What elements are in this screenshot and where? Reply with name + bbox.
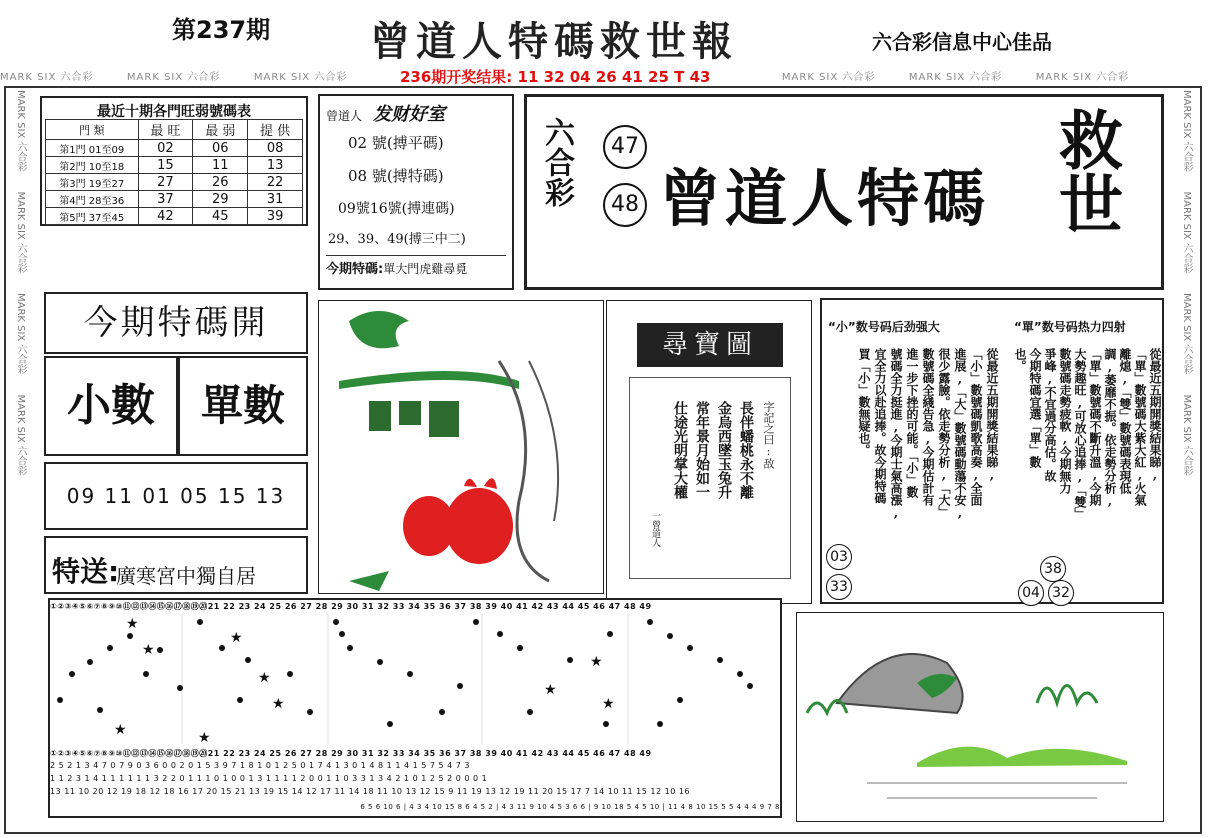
- special-title-box: [44, 292, 308, 354]
- poem-line-1: 長伴蟠桃永不離: [738, 401, 754, 499]
- treasure-heading-small: 曾道人: [326, 109, 363, 123]
- banner-left-text: 六合彩: [539, 117, 574, 207]
- text-line: 進展,「大」數號碼動蕩不安,: [953, 348, 967, 520]
- table-cell: 39: [248, 208, 303, 225]
- banner-title: 曾道人特碼: [659, 162, 990, 235]
- column-header: 最 弱: [193, 120, 248, 140]
- result-line: 236期开奖结果: 11 32 04 26 41 25 T 43: [400, 68, 711, 86]
- text-line: 也。: [1013, 348, 1027, 372]
- special-word-box-1: [44, 356, 178, 456]
- treasure-footer-label: 今期特碼:: [326, 262, 384, 277]
- main-banner: [524, 94, 1164, 290]
- table-row: [46, 120, 303, 140]
- table-cell: 第2門 10至18: [46, 157, 139, 174]
- treasure-heading-script: 发财好室: [373, 104, 446, 125]
- dot-grid-chart: [50, 614, 780, 744]
- table-cell: 11: [193, 157, 248, 174]
- table-row: [46, 208, 303, 225]
- hot-numbers-table: [40, 96, 308, 226]
- table-cell: 37: [138, 191, 193, 208]
- ball-47: [603, 125, 647, 169]
- text-line: 大勢趣旺,可放心追捧,「雙」: [1073, 348, 1087, 520]
- special-title: 今期特碼開: [83, 303, 269, 343]
- text-line: 數號碼走勢疲軟,今期無力: [1058, 348, 1072, 494]
- xunbao-title: 尋寶圖: [637, 323, 783, 367]
- special-send-box: [44, 536, 308, 594]
- table-cell: 22: [248, 174, 303, 191]
- tip-line-1: 02 號(搏平碼): [348, 134, 444, 152]
- text-line: 今期特碼宜選「單」數: [1028, 348, 1042, 468]
- table-cell: 29: [193, 191, 248, 208]
- tip-line-4: 29、39、49(搏三中二): [328, 232, 466, 247]
- tip-line-2: 08 號(搏特碼): [348, 167, 444, 185]
- illustration-panel: [318, 300, 604, 594]
- grid-row-3: 13 11 10 20 12 19 18 12 18 16 17 20 15 21 13 19 15 14 12 17 11 14 18 11 10 13 12 15 9 11 19 13 12 19 11 20 15 17 7 14 10 11 15 12 10 16: [50, 787, 691, 796]
- send-label: 特送:: [52, 555, 120, 588]
- table-cell: 第3門 19至27: [46, 174, 139, 191]
- text-line: 爭峰,不宜過分高估。故: [1043, 348, 1057, 482]
- poem-line-3: 常年景月始如一: [694, 401, 710, 499]
- send-text: 廣寒宮中獨自居: [116, 564, 256, 588]
- text-line: 「單」數號碼不斷升溫,今期: [1088, 348, 1102, 506]
- watermark-band: MARK SIX 六合彩 MARK SIX 六合彩 MARK SIX 六合彩 MARK SIX 六合彩 MARK SIX 六合彩 MARK SIX 六合彩: [0, 72, 1130, 83]
- poem-signature: 一曾道人: [650, 511, 660, 547]
- moon-rabbit-illustration: [319, 301, 603, 593]
- xunbao-panel: [606, 300, 812, 604]
- table-cell: 02: [138, 140, 193, 157]
- grid-header-numbers: ①②③④⑤⑥⑦⑧⑨⑩⑪⑫⑬⑭⑮⑯⑰⑱⑲⑳21 22 23 24 25 26 27 28 29 30 31 32 33 34 35 36 37 38 39 40 41 42 43 44 45 46 47 48 49: [50, 602, 652, 611]
- table-cell: 第5門 37至45: [46, 208, 139, 225]
- table-cell: 第4門 28至36: [46, 191, 139, 208]
- analysis-right-heading: “單”数号码热力四射: [1014, 320, 1126, 334]
- special-numbers-box: [44, 462, 308, 530]
- table-cell: 15: [138, 157, 193, 174]
- tip-line-3: 09號16號(搏連碼): [338, 201, 455, 217]
- text-line: 離熄,「雙」數號碼表現低: [1118, 348, 1132, 494]
- table-row: [46, 140, 303, 157]
- svg-text:★: ★: [258, 670, 271, 686]
- number-circle: 32: [1048, 580, 1074, 606]
- svg-text:★: ★: [230, 630, 243, 646]
- treasure-footer-text: 單大門虎雞尋覓: [383, 262, 468, 276]
- text-line: 從最近五期開獎結果睇,: [985, 348, 999, 482]
- special-word-small: 小數: [67, 380, 155, 431]
- hot-table-title: 最近十期各門旺弱號碼表: [97, 104, 251, 120]
- banner-right-text: 救世: [1048, 107, 1123, 235]
- number-circle: 33: [826, 574, 852, 600]
- table-cell: 31: [248, 191, 303, 208]
- table-cell: 26: [193, 174, 248, 191]
- text-line: 很少露臉。依走勢分析,「大」: [937, 348, 951, 518]
- publisher-text: 六合彩信息中心佳品: [872, 30, 1052, 54]
- text-line: 數號碼全綫告急,今期估計有: [921, 348, 935, 506]
- table-cell: 45: [193, 208, 248, 225]
- svg-text:★: ★: [272, 696, 285, 712]
- text-line: 從最近五期開獎結果睇,: [1148, 348, 1162, 482]
- table-cell: 13: [248, 157, 303, 174]
- number-circle: 04: [1018, 580, 1044, 606]
- special-word-odd: 單數: [200, 381, 285, 430]
- hot-table-grid: [45, 119, 303, 225]
- treasure-tips-box: [318, 94, 514, 290]
- ball-48-number: 48: [611, 192, 639, 217]
- table-row: [46, 191, 303, 208]
- text-line: 「單」數號碼大紫大紅,火氣: [1133, 348, 1147, 506]
- table-cell: 第1門 01至09: [46, 140, 139, 157]
- stats-grid: [48, 598, 782, 818]
- column-header: 提 供: [248, 120, 303, 140]
- svg-text:★: ★: [142, 642, 155, 658]
- number-circle: 38: [1040, 556, 1066, 582]
- svg-text:★: ★: [114, 722, 127, 738]
- text-line: 宜全力以赴追捧。故今期特碼: [873, 348, 887, 504]
- treasure-heading: [326, 100, 506, 126]
- svg-text:★: ★: [544, 682, 557, 698]
- grid-row-2: 1 1 2 3 1 4 1 1 1 1 1 1 3 2 2 0 1 1 1 0 1 0 0 1 3 1 1 1 1 2 0 0 1 1 0 3 3 1 3 4 2 1 0 1 2 5 2 0 0 0 1: [50, 774, 488, 783]
- analysis-left-column: [828, 348, 1000, 548]
- treasure-footer: [326, 255, 506, 277]
- analysis-panel: [820, 298, 1164, 604]
- poem-line-4: 仕途光明掌大權: [672, 401, 688, 499]
- table-cell: 42: [138, 208, 193, 225]
- table-cell: 27: [138, 174, 193, 191]
- right-watermark: MARK SIX 六合彩 MARK SIX 六合彩 MARK SIX 六合彩 MARK SIX 六合彩: [1181, 90, 1192, 476]
- table-cell: 06: [193, 140, 248, 157]
- text-line: 調,萎靡不振。依走勢分析,: [1103, 348, 1117, 508]
- svg-text:★: ★: [198, 730, 211, 744]
- svg-text:★: ★: [590, 654, 603, 670]
- landscape-panel: [796, 612, 1164, 822]
- ball-48: [603, 183, 647, 227]
- grid-footer: 6 5 6 10 6 | 4 3 4 10 15 8 6 4 5 2 | 4 3 11 9 10 4 5 3 6 6 | 9 10 18 5 4 5 10 | 11 4 8 10 15 5 5 4 4 4 9 7 8: [360, 803, 780, 811]
- svg-text:★: ★: [602, 696, 615, 712]
- table-row: [46, 157, 303, 174]
- poem-title: 字記之曰:敌: [762, 401, 775, 469]
- analysis-left-heading: “小”数号码后劲强大: [828, 320, 940, 334]
- special-word-box-2: [178, 356, 308, 456]
- poem-line-2: 金烏西墜玉兔升: [716, 401, 732, 499]
- text-line: 號碼全力挺進,今期士氣高漲,: [889, 348, 903, 520]
- left-watermark: MARK SIX 六合彩 MARK SIX 六合彩 MARK SIX 六合彩 MARK SIX 六合彩: [15, 90, 26, 476]
- text-line: 「小」數號碼凱歌高奏,全面: [969, 348, 983, 506]
- text-line: 進一步下挫的可能。「小」數: [905, 348, 919, 498]
- masthead-title: 曾道人特碼救世報: [370, 18, 738, 65]
- analysis-right-column: [1006, 348, 1162, 558]
- grid-row-1: 2 5 2 1 3 4 7 0 7 9 0 3 6 0 0 2 0 1 5 3 9 7 1 8 1 0 1 2 5 0 1 7 4 1 3 0 1 4 8 1 1 4 1 5 7 5 4 7 3: [50, 761, 470, 770]
- grid-header-numbers-2: ①②③④⑤⑥⑦⑧⑨⑩⑪⑫⑬⑭⑮⑯⑰⑱⑲⑳21 22 23 24 25 26 27 28 29 30 31 32 33 34 35 36 37 38 39 40 41 42 43 44 45 46 47 48 49: [50, 749, 652, 758]
- svg-text:★: ★: [126, 616, 139, 632]
- special-numbers: 09 11 01 05 15 13: [66, 484, 286, 508]
- text-line: 買「小」數無疑也。: [857, 348, 871, 456]
- issue-number: 第237期: [172, 16, 271, 44]
- landscape-illustration: [797, 613, 1163, 821]
- table-row: [46, 174, 303, 191]
- table-cell: 08: [248, 140, 303, 157]
- column-header: 最 旺: [138, 120, 193, 140]
- ball-47-number: 47: [611, 134, 639, 159]
- number-circle: 03: [826, 544, 852, 570]
- column-header: 門 類: [46, 120, 139, 140]
